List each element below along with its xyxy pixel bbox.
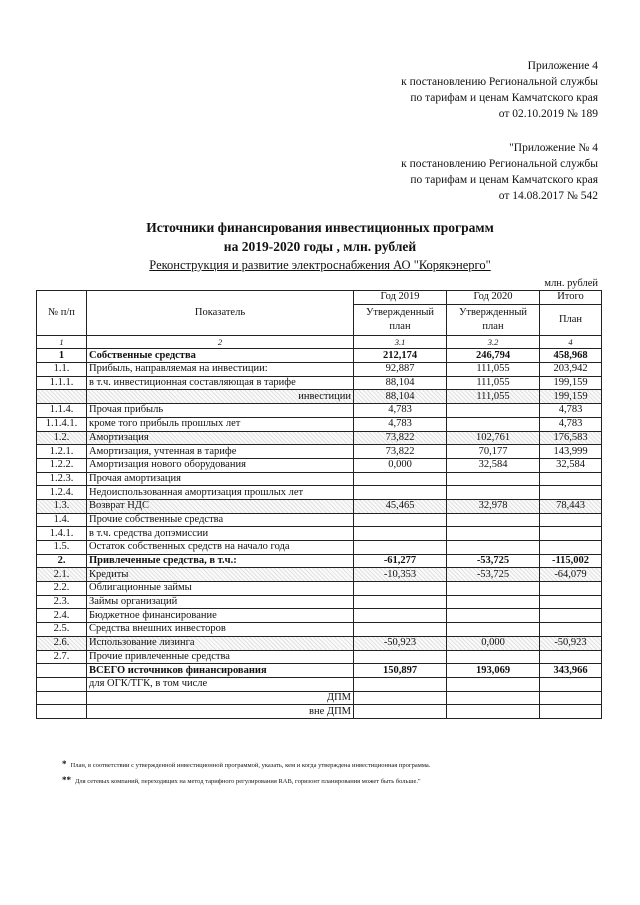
table-row [37, 499, 602, 513]
attachment-line: от 02.10.2019 № 189 [498, 108, 598, 120]
value-total [540, 595, 602, 609]
table-row [37, 609, 602, 623]
value-total [540, 609, 602, 623]
row-number: 1.1. [37, 363, 87, 377]
row-indicator: Амортизация [87, 431, 354, 445]
footnote-mark: * [62, 759, 67, 769]
header-num: № п/п [37, 291, 87, 336]
value-2020 [447, 541, 540, 555]
value-total: 4,783 [540, 404, 602, 418]
row-number: 2.5. [37, 623, 87, 637]
row-indicator: Кредиты [87, 568, 354, 582]
row-indicator: инвестиции [87, 390, 354, 404]
value-2019 [354, 582, 447, 596]
row-number: 2.3. [37, 595, 87, 609]
financing-sources-table [36, 290, 602, 719]
row-indicator: Прибыль, направляемая на инвестиции: [87, 363, 354, 377]
value-2019: -61,277 [354, 554, 447, 568]
attachment-line: от 14.08.2017 № 542 [498, 190, 598, 202]
table-row [37, 404, 602, 418]
row-indicator: Остаток собственных средств на начало года [87, 541, 354, 555]
table-row [37, 595, 602, 609]
index-cell: 1 [37, 335, 87, 349]
value-2020: -53,725 [447, 568, 540, 582]
value-2020 [447, 595, 540, 609]
index-cell: 2 [87, 335, 354, 349]
attachment-line: по тарифам и ценам Камчатского края [410, 174, 598, 186]
table-row [37, 527, 602, 541]
value-2020 [447, 527, 540, 541]
header-total: Итого [540, 291, 602, 305]
value-2019: 150,897 [354, 664, 447, 678]
value-2019 [354, 513, 447, 527]
value-2020 [447, 486, 540, 500]
value-total: 4,783 [540, 417, 602, 431]
row-number: 1.4.1. [37, 527, 87, 541]
row-indicator: вне ДПМ [87, 705, 354, 719]
row-indicator: Амортизация нового оборудования [87, 458, 354, 472]
row-number: 1.1.4.1. [37, 417, 87, 431]
value-total [540, 582, 602, 596]
value-2020: 32,978 [447, 499, 540, 513]
attachment-4-header [401, 58, 598, 122]
row-indicator: ДПМ [87, 691, 354, 705]
header-plan: План [540, 304, 602, 335]
value-total: 199,159 [540, 376, 602, 390]
table-row [37, 486, 602, 500]
value-total: -64,079 [540, 568, 602, 582]
row-indicator: Собственные средства [87, 349, 354, 363]
row-number: 1 [37, 349, 87, 363]
row-number: 1.1.4. [37, 404, 87, 418]
value-2019: 88,104 [354, 376, 447, 390]
value-total [540, 705, 602, 719]
value-2019 [354, 705, 447, 719]
row-indicator: Средства внешних инвесторов [87, 623, 354, 637]
index-cell: 4 [540, 335, 602, 349]
value-2019: 73,822 [354, 431, 447, 445]
value-total: 78,443 [540, 499, 602, 513]
row-number: 1.4. [37, 513, 87, 527]
value-total: -50,923 [540, 636, 602, 650]
row-indicator: ВСЕГО источников финансирования [87, 664, 354, 678]
value-2020: 246,794 [447, 349, 540, 363]
value-2019: -50,923 [354, 636, 447, 650]
row-indicator: Недоиспользованная амортизация прошлых лет [87, 486, 354, 500]
value-total [540, 677, 602, 691]
value-2020 [447, 650, 540, 664]
header-approved-plan-2019: Утвержденный план [354, 304, 447, 335]
value-total: 343,966 [540, 664, 602, 678]
value-2019 [354, 527, 447, 541]
attachment-line: к постановлению Региональной службы [401, 76, 598, 88]
value-total [540, 691, 602, 705]
row-number: 2.7. [37, 650, 87, 664]
value-2020: 111,055 [447, 390, 540, 404]
table-row [37, 568, 602, 582]
footnote [62, 760, 430, 770]
row-number: 1.2.2. [37, 458, 87, 472]
value-2020: 0,000 [447, 636, 540, 650]
value-2019: 212,174 [354, 349, 447, 363]
value-2019: 45,465 [354, 499, 447, 513]
row-indicator: для ОГК/ТГК, в том числе [87, 677, 354, 691]
row-indicator: кроме того прибыль прошлых лет [87, 417, 354, 431]
value-2019: 4,783 [354, 404, 447, 418]
row-indicator: Амортизация, учтенная в тарифе [87, 445, 354, 459]
header-indicator: Показатель [87, 291, 354, 336]
value-2019 [354, 650, 447, 664]
value-2019: 92,887 [354, 363, 447, 377]
value-total [540, 486, 602, 500]
value-total: 203,942 [540, 363, 602, 377]
value-2019 [354, 486, 447, 500]
footnote-text: Для сетевых компаний, переходящих на метод тарифного регулирования RAB, горизонт планирования может быть больше." [75, 778, 421, 785]
value-total: 199,159 [540, 390, 602, 404]
document-title: Источники финансирования инвестиционных программ [146, 220, 494, 235]
value-total: 176,583 [540, 431, 602, 445]
table-row [37, 431, 602, 445]
value-2020: 111,055 [447, 363, 540, 377]
attachment-line: к постановлению Региональной службы [401, 158, 598, 170]
table-row [37, 691, 602, 705]
row-indicator: Использование лизинга [87, 636, 354, 650]
row-number [37, 664, 87, 678]
table-row [37, 623, 602, 637]
table-row [37, 554, 602, 568]
value-2020: 32,584 [447, 458, 540, 472]
row-number: 1.1.1. [37, 376, 87, 390]
units-label: млн. рублей [544, 278, 598, 289]
value-2019: 4,783 [354, 417, 447, 431]
table-row [37, 650, 602, 664]
value-2020: 70,177 [447, 445, 540, 459]
row-indicator: Прочая амортизация [87, 472, 354, 486]
row-number [37, 677, 87, 691]
row-number [37, 390, 87, 404]
row-number: 2.4. [37, 609, 87, 623]
value-2020 [447, 609, 540, 623]
value-2020: 102,761 [447, 431, 540, 445]
row-indicator: Прочая прибыль [87, 404, 354, 418]
row-number: 1.2.4. [37, 486, 87, 500]
table-row [37, 705, 602, 719]
value-2019 [354, 691, 447, 705]
row-indicator: в т.ч. средства допэмиссии [87, 527, 354, 541]
value-2020: 193,069 [447, 664, 540, 678]
value-2020 [447, 582, 540, 596]
table-row [37, 458, 602, 472]
row-indicator: Возврат НДС [87, 499, 354, 513]
value-2020 [447, 677, 540, 691]
row-number: 2.6. [37, 636, 87, 650]
value-2019 [354, 595, 447, 609]
table-row [37, 349, 602, 363]
value-total: 143,999 [540, 445, 602, 459]
row-indicator: Привлеченные средства, в т.ч.: [87, 554, 354, 568]
attachment-line: по тарифам и ценам Камчатского края [410, 92, 598, 104]
value-2020: -53,725 [447, 554, 540, 568]
row-indicator: Облигационные займы [87, 582, 354, 596]
value-2020 [447, 623, 540, 637]
value-total: 458,968 [540, 349, 602, 363]
row-number [37, 691, 87, 705]
attachment-line: "Приложение № 4 [509, 142, 598, 154]
table-row [37, 513, 602, 527]
value-2019 [354, 677, 447, 691]
row-indicator: Займы организаций [87, 595, 354, 609]
header-year-2020: Год 2020 [447, 291, 540, 305]
value-total [540, 650, 602, 664]
value-2019: 0,000 [354, 458, 447, 472]
value-2020 [447, 417, 540, 431]
value-total [540, 623, 602, 637]
value-total: -115,002 [540, 554, 602, 568]
value-2020 [447, 472, 540, 486]
value-total: 32,584 [540, 458, 602, 472]
table-row [37, 445, 602, 459]
footnote-mark: ** [62, 775, 71, 785]
value-total [540, 541, 602, 555]
table-row [37, 363, 602, 377]
table-row [37, 390, 602, 404]
attachment-line: Приложение 4 [527, 60, 598, 72]
value-2019 [354, 623, 447, 637]
row-number: 1.5. [37, 541, 87, 555]
value-2020 [447, 705, 540, 719]
value-2019 [354, 609, 447, 623]
value-2019: 73,822 [354, 445, 447, 459]
row-number [37, 705, 87, 719]
table-row [37, 636, 602, 650]
table-row [37, 541, 602, 555]
value-2020 [447, 404, 540, 418]
document-title-period: на 2019-2020 годы , млн. рублей [223, 239, 417, 254]
row-indicator: Прочие привлеченные средства [87, 650, 354, 664]
row-number: 1.2.3. [37, 472, 87, 486]
row-indicator: Прочие собственные средства [87, 513, 354, 527]
value-2019 [354, 472, 447, 486]
index-cell: 3.2 [447, 335, 540, 349]
value-total [540, 472, 602, 486]
value-2019: 88,104 [354, 390, 447, 404]
table-row [37, 417, 602, 431]
value-2019: -10,353 [354, 568, 447, 582]
value-2019 [354, 541, 447, 555]
row-number: 1.3. [37, 499, 87, 513]
table-row [37, 664, 602, 678]
attachment-4-previous-header [401, 140, 598, 204]
table-row [37, 376, 602, 390]
value-total [540, 513, 602, 527]
table-row [37, 677, 602, 691]
value-2020 [447, 691, 540, 705]
row-number: 2. [37, 554, 87, 568]
footnote [62, 776, 421, 786]
row-number: 1.2. [37, 431, 87, 445]
row-indicator: в т.ч. инвестиционная составляющая в тарифе [87, 376, 354, 390]
table-row [37, 582, 602, 596]
row-number: 2.1. [37, 568, 87, 582]
row-number: 2.2. [37, 582, 87, 596]
row-number: 1.2.1. [37, 445, 87, 459]
footnote-text: План, в соответствии с утвержденной инвестиционной программой, указать, кем и когда утверждена инвестиционная программа. [70, 762, 431, 769]
document-subtitle: Реконструкция и развитие электроснабжения АО "Корякэнерго" [149, 258, 491, 272]
table-row [37, 472, 602, 486]
value-2020 [447, 513, 540, 527]
value-2020: 111,055 [447, 376, 540, 390]
value-total [540, 527, 602, 541]
index-cell: 3.1 [354, 335, 447, 349]
header-approved-plan-2020: Утвержденный план [447, 304, 540, 335]
header-year-2019: Год 2019 [354, 291, 447, 305]
row-indicator: Бюджетное финансирование [87, 609, 354, 623]
